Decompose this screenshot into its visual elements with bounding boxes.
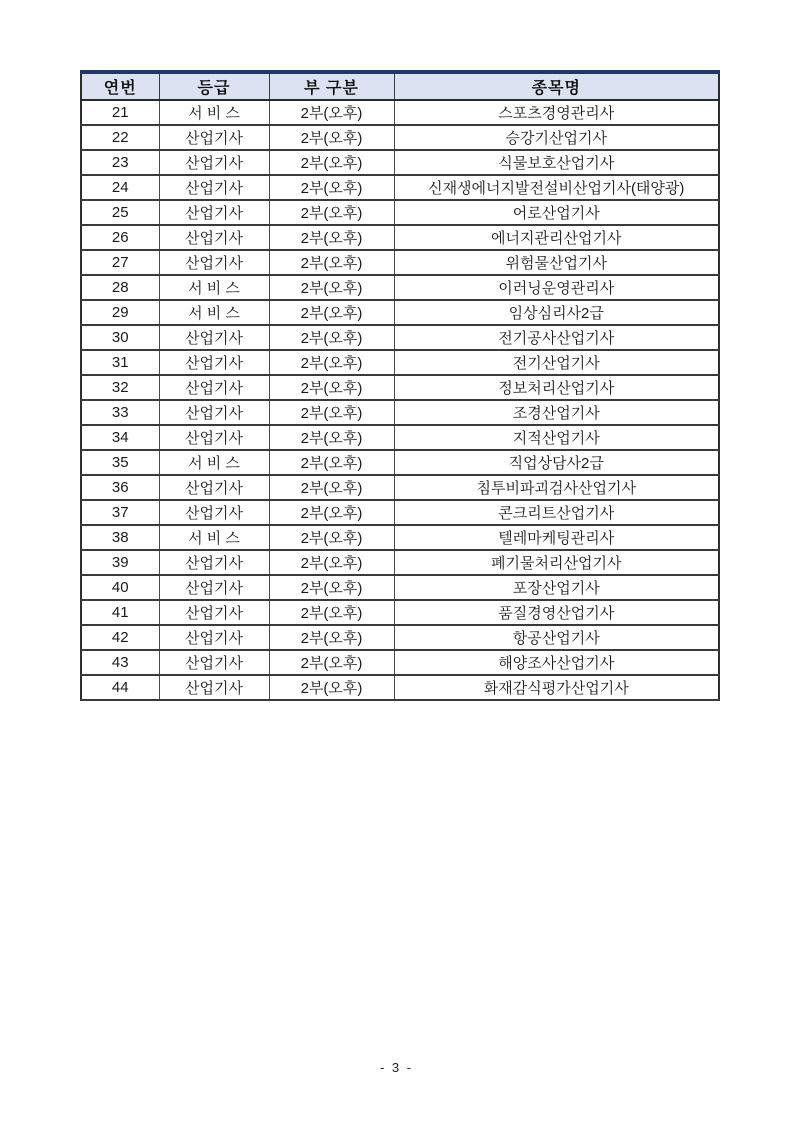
header-subject: 종목명 <box>394 72 719 100</box>
serial-cell: 26 <box>81 225 159 250</box>
table-row <box>81 225 719 250</box>
table-row <box>81 600 719 625</box>
table-row <box>81 625 719 650</box>
serial-cell: 43 <box>81 650 159 675</box>
header-grade: 등급 <box>159 72 269 100</box>
table-row <box>81 425 719 450</box>
table-row <box>81 275 719 300</box>
subject-cell: 지적산업기사 <box>394 425 719 450</box>
grade-cell: 서 비 스 <box>159 300 269 325</box>
subject-cell: 전기공사산업기사 <box>394 325 719 350</box>
session-cell: 2부(오후) <box>269 150 394 175</box>
table-row <box>81 300 719 325</box>
serial-cell: 38 <box>81 525 159 550</box>
serial-cell: 29 <box>81 300 159 325</box>
subject-cell: 정보처리산업기사 <box>394 375 719 400</box>
subject-cell: 포장산업기사 <box>394 575 719 600</box>
grade-cell: 산업기사 <box>159 475 269 500</box>
subject-cell: 직업상담사2급 <box>394 450 719 475</box>
session-cell: 2부(오후) <box>269 675 394 700</box>
session-cell: 2부(오후) <box>269 275 394 300</box>
grade-cell: 산업기사 <box>159 175 269 200</box>
grade-cell: 산업기사 <box>159 625 269 650</box>
table-row <box>81 675 719 700</box>
grade-cell: 산업기사 <box>159 375 269 400</box>
subject-cell: 텔레마케팅관리사 <box>394 525 719 550</box>
serial-cell: 25 <box>81 200 159 225</box>
subject-cell: 침투비파괴검사산업기사 <box>394 475 719 500</box>
serial-cell: 44 <box>81 675 159 700</box>
table-row <box>81 650 719 675</box>
session-cell: 2부(오후) <box>269 450 394 475</box>
serial-cell: 33 <box>81 400 159 425</box>
serial-cell: 31 <box>81 350 159 375</box>
session-cell: 2부(오후) <box>269 125 394 150</box>
table-row <box>81 250 719 275</box>
grade-cell: 서 비 스 <box>159 525 269 550</box>
session-cell: 2부(오후) <box>269 550 394 575</box>
table-row <box>81 200 719 225</box>
serial-cell: 41 <box>81 600 159 625</box>
table-header-row <box>81 72 719 100</box>
table-row <box>81 475 719 500</box>
session-cell: 2부(오후) <box>269 200 394 225</box>
grade-cell: 산업기사 <box>159 400 269 425</box>
grade-cell: 서 비 스 <box>159 275 269 300</box>
grade-cell: 산업기사 <box>159 500 269 525</box>
header-session: 부 구분 <box>269 72 394 100</box>
table-row <box>81 550 719 575</box>
subject-cell: 폐기물처리산업기사 <box>394 550 719 575</box>
subject-cell: 에너지관리산업기사 <box>394 225 719 250</box>
serial-cell: 28 <box>81 275 159 300</box>
session-cell: 2부(오후) <box>269 575 394 600</box>
subject-cell: 전기산업기사 <box>394 350 719 375</box>
session-cell: 2부(오후) <box>269 525 394 550</box>
serial-cell: 30 <box>81 325 159 350</box>
subject-cell: 승강기산업기사 <box>394 125 719 150</box>
grade-cell: 산업기사 <box>159 125 269 150</box>
subject-cell: 어로산업기사 <box>394 200 719 225</box>
serial-cell: 22 <box>81 125 159 150</box>
table-row <box>81 375 719 400</box>
grade-cell: 산업기사 <box>159 650 269 675</box>
grade-cell: 산업기사 <box>159 575 269 600</box>
session-cell: 2부(오후) <box>269 175 394 200</box>
serial-cell: 23 <box>81 150 159 175</box>
grade-cell: 산업기사 <box>159 425 269 450</box>
subject-cell: 콘크리트산업기사 <box>394 500 719 525</box>
grade-cell: 산업기사 <box>159 600 269 625</box>
session-cell: 2부(오후) <box>269 325 394 350</box>
grade-cell: 서 비 스 <box>159 100 269 125</box>
subject-cell: 위험물산업기사 <box>394 250 719 275</box>
subject-cell: 신재생에너지발전설비산업기사(태양광) <box>394 175 719 200</box>
subject-cell: 해양조사산업기사 <box>394 650 719 675</box>
session-cell: 2부(오후) <box>269 600 394 625</box>
table-row <box>81 500 719 525</box>
grade-cell: 산업기사 <box>159 150 269 175</box>
serial-cell: 34 <box>81 425 159 450</box>
serial-cell: 40 <box>81 575 159 600</box>
subject-cell: 임상심리사2급 <box>394 300 719 325</box>
serial-cell: 21 <box>81 100 159 125</box>
serial-cell: 35 <box>81 450 159 475</box>
session-cell: 2부(오후) <box>269 100 394 125</box>
grade-cell: 산업기사 <box>159 225 269 250</box>
table-row <box>81 400 719 425</box>
subject-cell: 품질경영산업기사 <box>394 600 719 625</box>
session-cell: 2부(오후) <box>269 400 394 425</box>
session-cell: 2부(오후) <box>269 225 394 250</box>
session-cell: 2부(오후) <box>269 500 394 525</box>
table-row <box>81 125 719 150</box>
grade-cell: 산업기사 <box>159 200 269 225</box>
subject-cell: 항공산업기사 <box>394 625 719 650</box>
grade-cell: 산업기사 <box>159 250 269 275</box>
subject-cell: 스포츠경영관리사 <box>394 100 719 125</box>
subject-cell: 이러닝운영관리사 <box>394 275 719 300</box>
table-row <box>81 350 719 375</box>
subject-cell: 조경산업기사 <box>394 400 719 425</box>
session-cell: 2부(오후) <box>269 425 394 450</box>
table-row <box>81 525 719 550</box>
serial-cell: 39 <box>81 550 159 575</box>
page-number: - 3 - <box>379 1060 414 1075</box>
table-row <box>81 100 719 125</box>
subject-cell: 화재감식평가산업기사 <box>394 675 719 700</box>
session-cell: 2부(오후) <box>269 475 394 500</box>
table-row <box>81 150 719 175</box>
session-cell: 2부(오후) <box>269 250 394 275</box>
serial-cell: 27 <box>81 250 159 275</box>
table-row <box>81 575 719 600</box>
table-row <box>81 325 719 350</box>
serial-cell: 37 <box>81 500 159 525</box>
grade-cell: 산업기사 <box>159 550 269 575</box>
session-cell: 2부(오후) <box>269 350 394 375</box>
serial-cell: 32 <box>81 375 159 400</box>
session-cell: 2부(오후) <box>269 650 394 675</box>
session-cell: 2부(오후) <box>269 375 394 400</box>
serial-cell: 24 <box>81 175 159 200</box>
subject-cell: 식물보호산업기사 <box>394 150 719 175</box>
session-cell: 2부(오후) <box>269 625 394 650</box>
grade-cell: 산업기사 <box>159 325 269 350</box>
grade-cell: 서 비 스 <box>159 450 269 475</box>
session-cell: 2부(오후) <box>269 300 394 325</box>
table-row <box>81 450 719 475</box>
serial-cell: 42 <box>81 625 159 650</box>
grade-cell: 산업기사 <box>159 350 269 375</box>
exam-subjects-table <box>80 70 720 701</box>
table-row <box>81 175 719 200</box>
grade-cell: 산업기사 <box>159 675 269 700</box>
header-serial: 연번 <box>81 72 159 100</box>
serial-cell: 36 <box>81 475 159 500</box>
table-body <box>81 100 719 700</box>
